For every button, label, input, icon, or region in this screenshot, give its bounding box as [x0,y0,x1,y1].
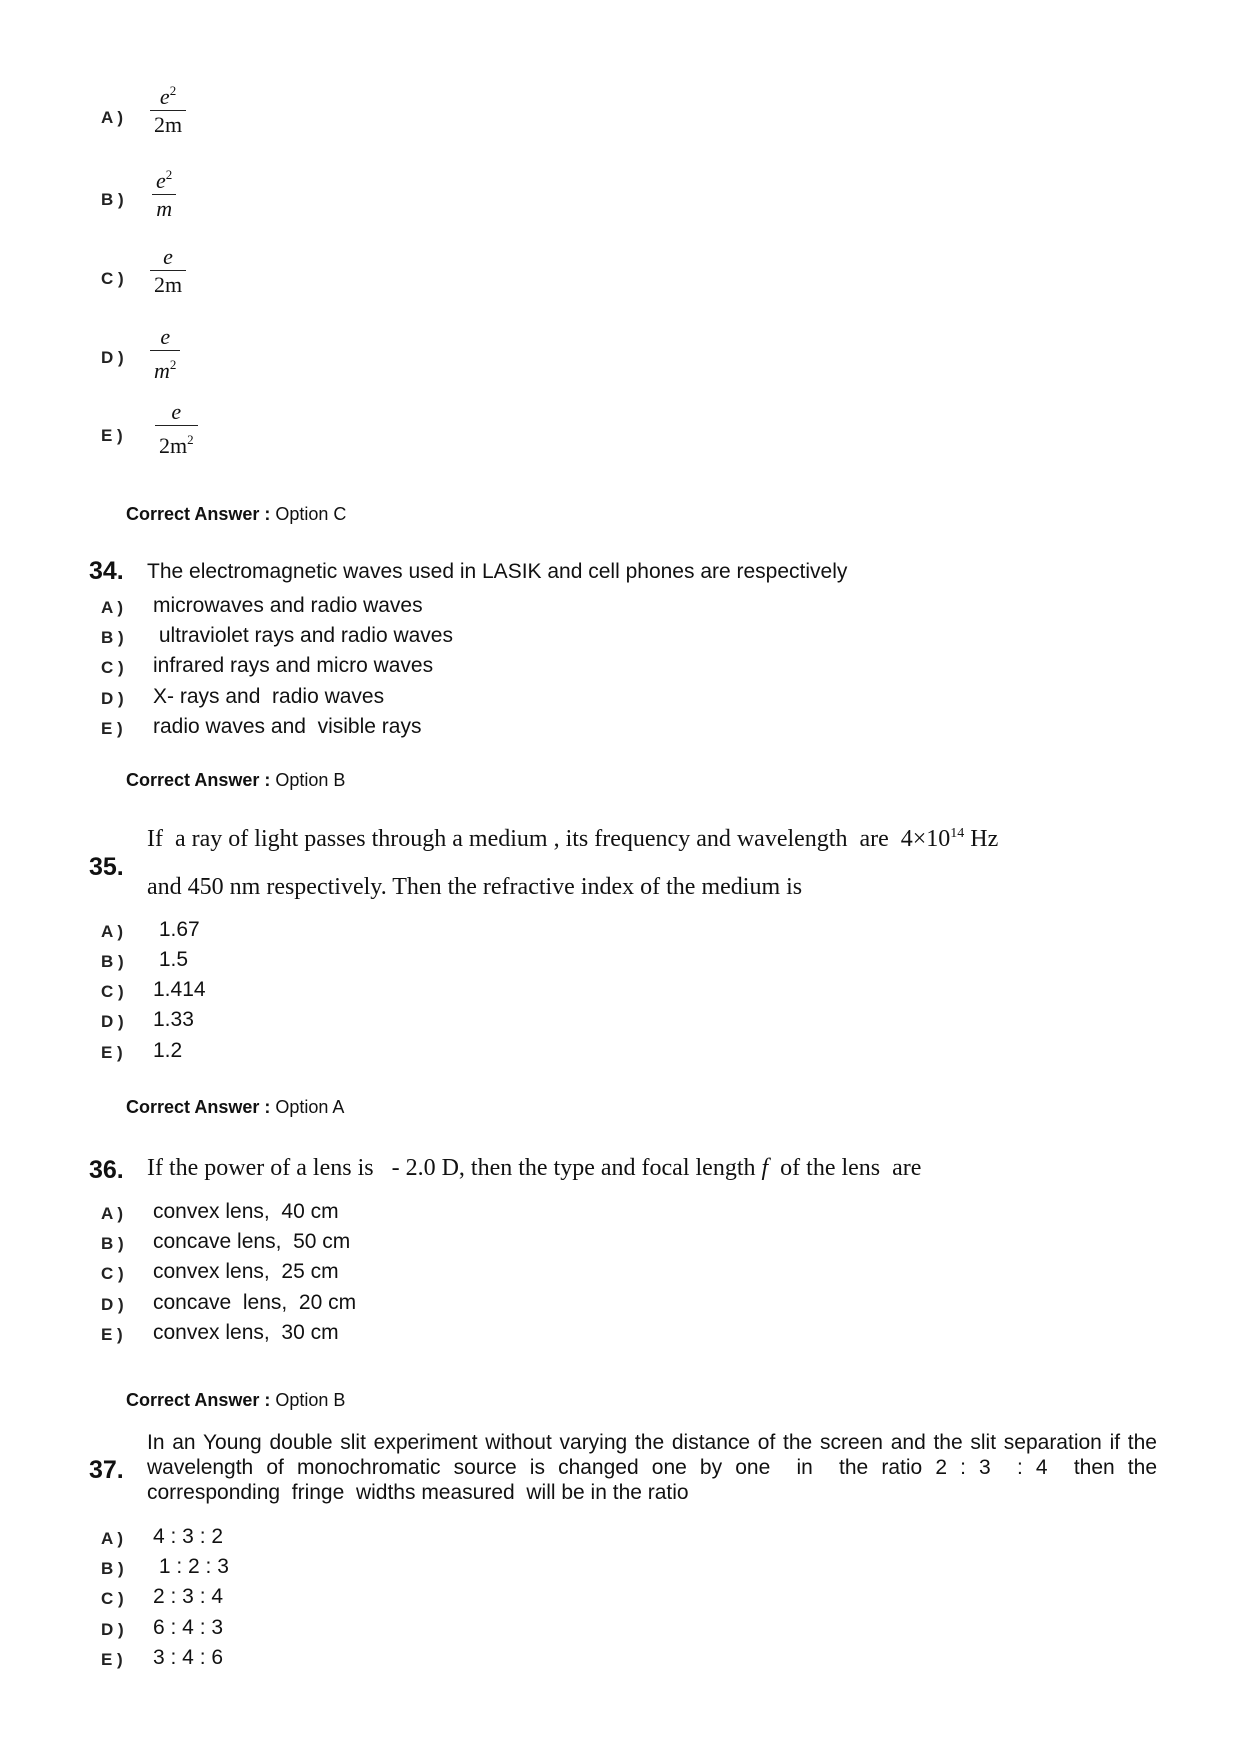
q33-correct-answer: Correct Answer : Option C [126,504,347,524]
q36-number: 36. [89,1156,124,1184]
q36-option-b-text[interactable]: concave lens, 50 cm [153,1230,351,1253]
q35-option-e-text[interactable]: 1.2 [153,1039,183,1062]
q37-option-c-label: C ) [101,1589,124,1608]
q35-option-c-label: C ) [101,982,124,1001]
q35-option-a-text[interactable]: 1.67 [153,918,200,941]
q35-option-d-label: D ) [101,1012,124,1031]
q33-option-e-label: E ) [101,426,123,445]
q34-option-d-text[interactable]: X- rays and radio waves [153,685,385,708]
q33-option-d-label: D ) [101,348,124,367]
q37-option-b-label: B ) [101,1559,124,1578]
q37-option-a-text[interactable]: 4 : 3 : 2 [153,1525,224,1548]
q34-option-e-text[interactable]: radio waves and visible rays [153,715,422,738]
q36-option-e-text[interactable]: convex lens, 30 cm [153,1321,339,1344]
q37-option-c-text[interactable]: 2 : 3 : 4 [153,1585,224,1608]
q36-option-d-label: D ) [101,1295,124,1314]
q34-option-a-text[interactable]: microwaves and radio waves [153,594,423,617]
q37-text-line-2: wavelength of monochromatic source is changed one by one in the ratio 2 : 3 : 4 then the [147,1456,1157,1479]
q34-text: The electromagnetic waves used in LASIK and cell phones are respectively [147,560,848,583]
q37-number: 37. [89,1456,124,1484]
q33-option-b-label: B ) [101,190,124,209]
q37-text-line-1: In an Young double slit experiment without varying the distance of the screen and the slit separation if the [147,1431,1157,1454]
q37-option-a-label: A ) [101,1529,124,1548]
q33-option-c-fraction[interactable]: e 2m [150,244,186,299]
q37-option-d-label: D ) [101,1620,124,1639]
q36-option-a-text[interactable]: convex lens, 40 cm [153,1200,339,1223]
q34-number: 34. [89,557,124,585]
q36-option-e-label: E ) [101,1325,123,1344]
q36-correct-answer: Correct Answer : Option B [126,1390,346,1410]
q35-option-a-label: A ) [101,922,124,941]
q35-option-c-text[interactable]: 1.414 [153,978,206,1001]
q37-option-e-text[interactable]: 3 : 4 : 6 [153,1646,224,1669]
q34-option-c-text[interactable]: infrared rays and micro waves [153,654,434,677]
q33-option-d-fraction[interactable]: e $m^2$ [150,324,180,385]
q35-option-b-label: B ) [101,952,124,971]
q36-option-c-label: C ) [101,1264,124,1283]
q37-text [147,1430,1157,1505]
q35-correct-answer: Correct Answer : Option A [126,1097,345,1117]
q35-option-e-label: E ) [101,1043,123,1062]
q36-option-a-label: A ) [101,1204,124,1223]
q34-option-b-text[interactable]: ultraviolet rays and radio waves [153,624,453,647]
q34-correct-answer: Correct Answer : Option B [126,770,346,790]
q37-option-e-label: E ) [101,1650,123,1669]
q37-text-line-3: corresponding fringe widths measured will be in the ratio [147,1481,689,1504]
q33-option-b-fraction[interactable]: $e^2$ m [152,162,176,223]
q35-option-d-text[interactable]: 1.33 [153,1008,194,1031]
q35-option-b-text[interactable]: 1.5 [153,948,189,971]
q33-option-a-fraction[interactable]: $e^2$ 2m [150,78,186,139]
q33-option-c-label: C ) [101,269,124,288]
q35-text-line-1: If a ray of light passes through a medium , its frequency and wavelength are $4\times 10^{14}$ Hz [147,826,999,852]
q37-option-d-text[interactable]: 6 : 4 : 3 [153,1616,224,1639]
q36-option-b-label: B ) [101,1234,124,1253]
q36-option-d-text[interactable]: concave lens, 20 cm [153,1291,357,1314]
q33-option-a-label: A ) [101,108,124,127]
q36-text: If the power of a lens is - 2.0 D, then the type and focal length f of the lens are [147,1155,922,1181]
q36-option-c-text[interactable]: convex lens, 25 cm [153,1260,339,1283]
q34-option-c-label: C ) [101,658,124,677]
q37-option-b-text[interactable]: 1 : 2 : 3 [153,1555,229,1578]
q35-text-line-2: and 450 nm respectively. Then the refractive index of the medium is [147,874,803,900]
q34-option-e-label: E ) [101,719,123,738]
q34-option-b-label: B ) [101,628,124,647]
q33-option-e-fraction[interactable]: e $2m^2$ [155,399,198,460]
q34-option-d-label: D ) [101,689,124,708]
q34-option-a-label: A ) [101,598,124,617]
q35-number: 35. [89,853,124,881]
